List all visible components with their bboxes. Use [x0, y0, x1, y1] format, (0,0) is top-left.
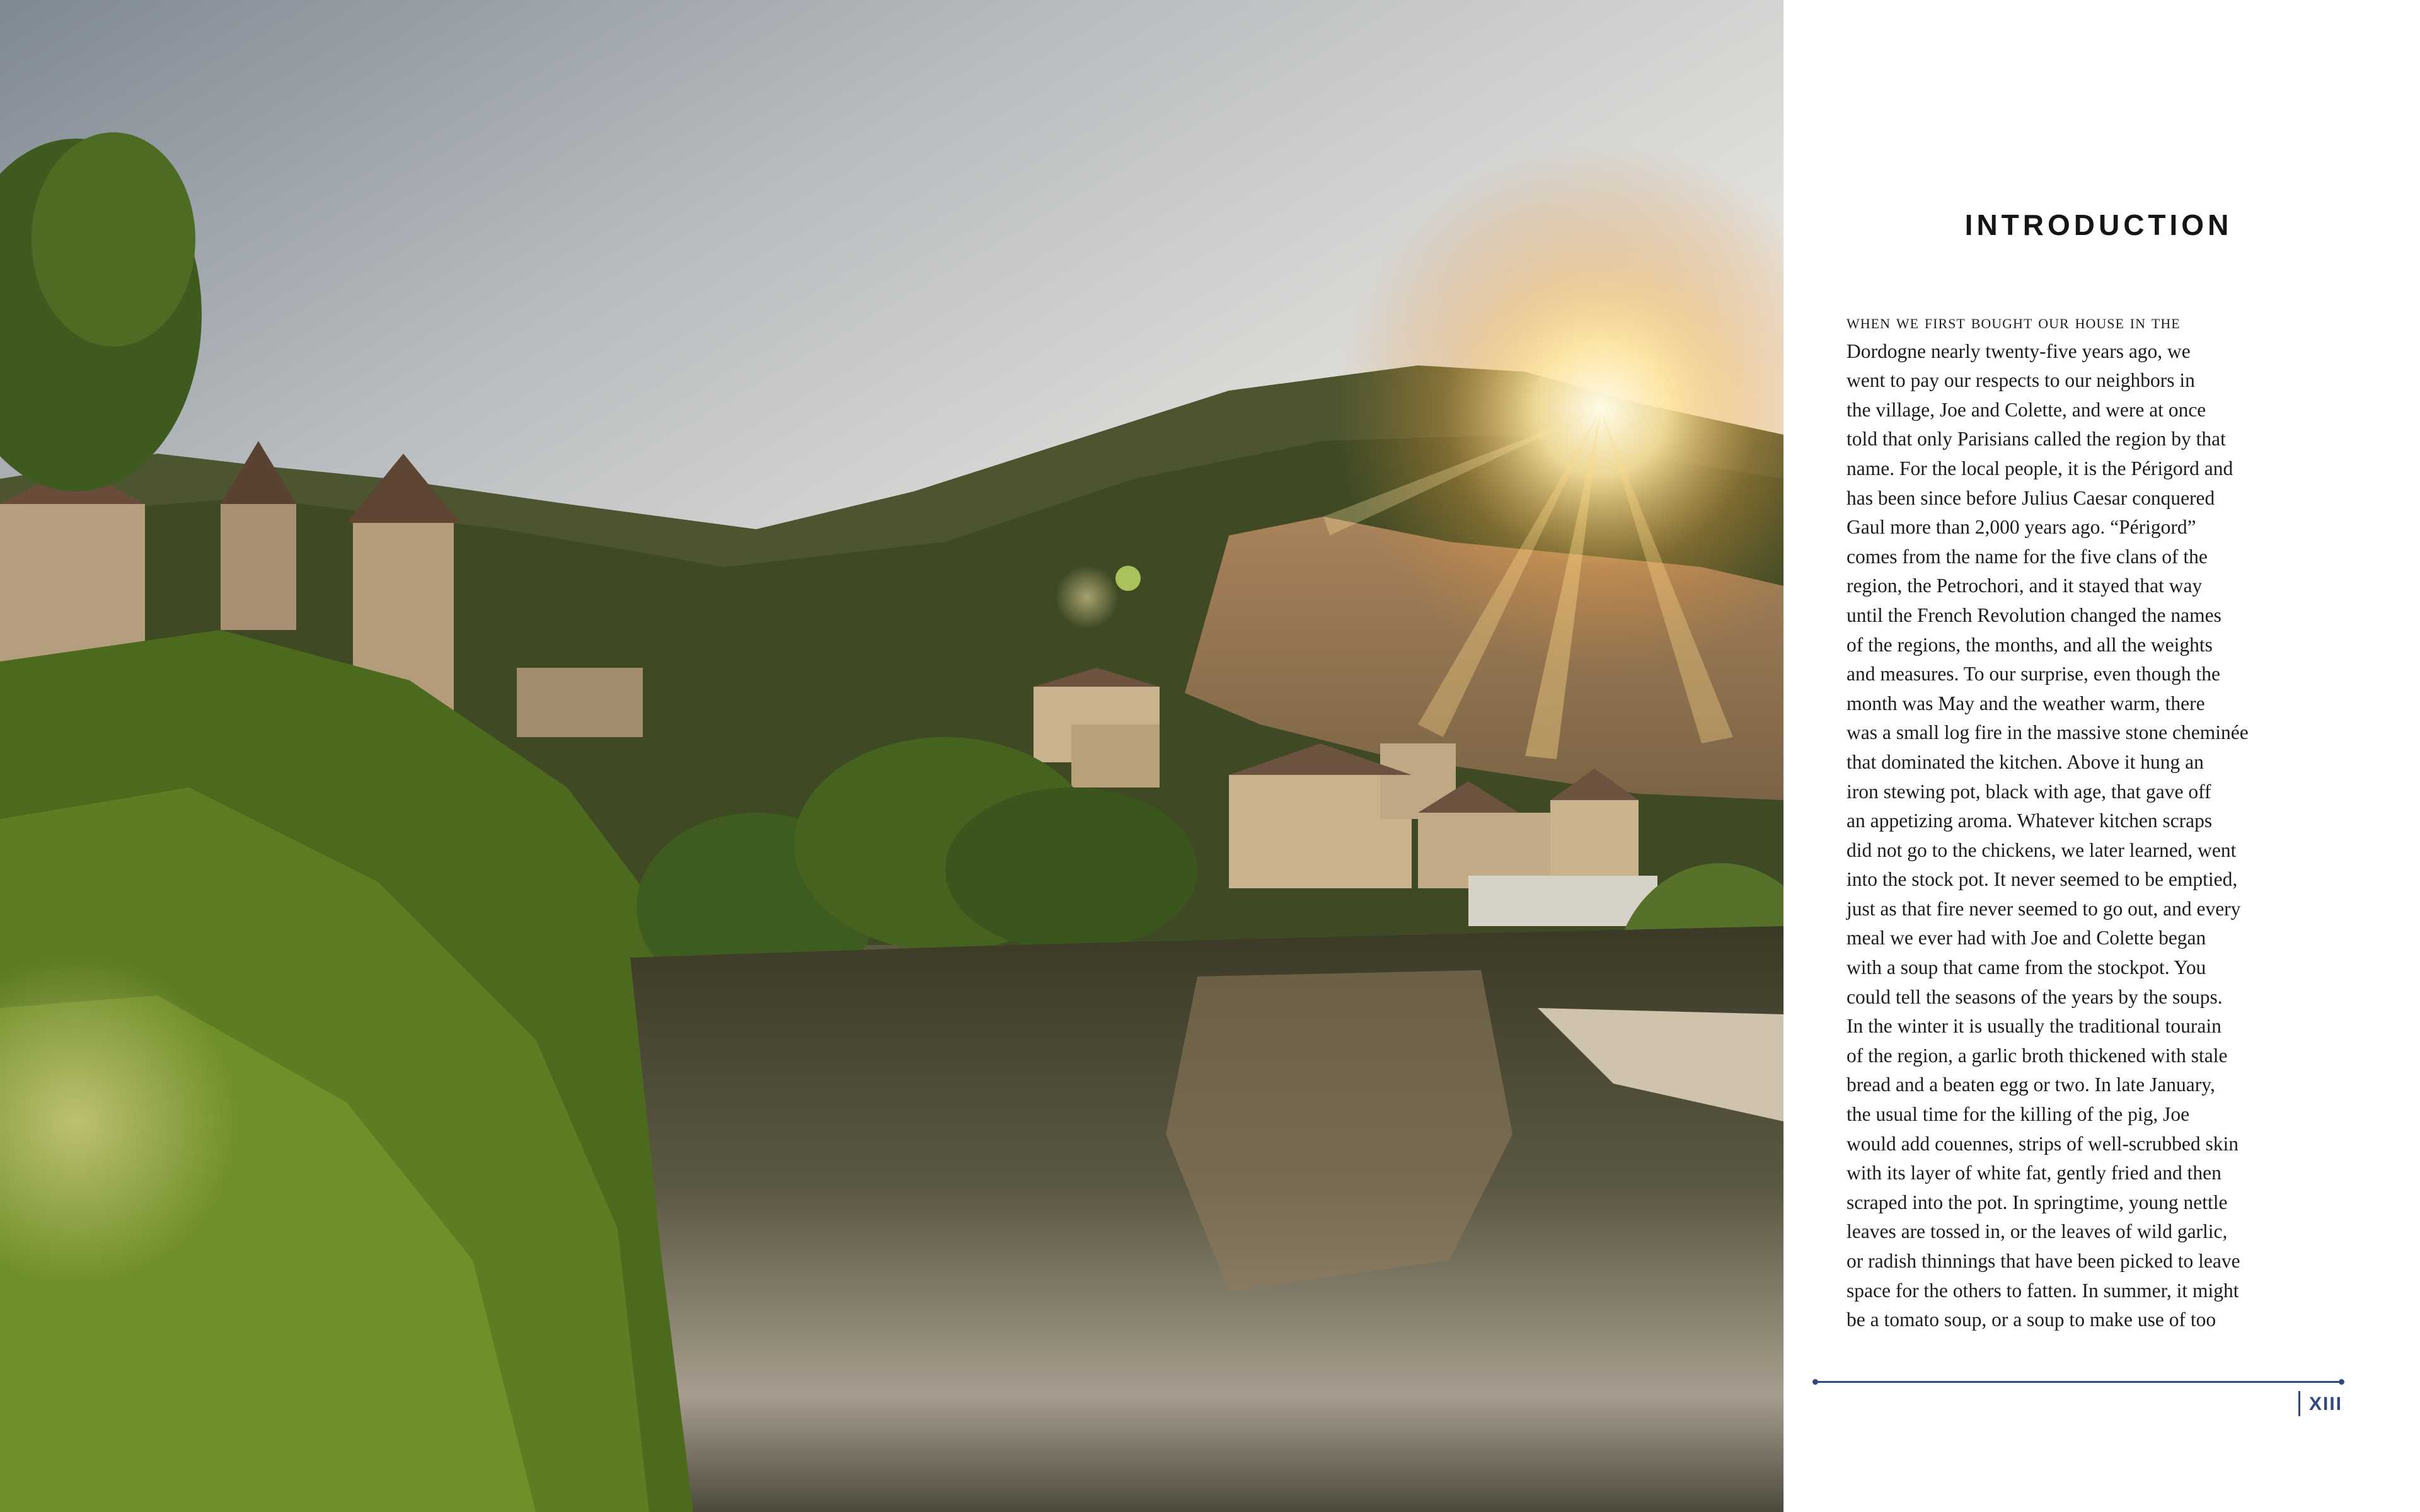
body-line: and measures. To our surprise, even though the	[1847, 663, 2220, 685]
body-line: region, the Petrochori, and it stayed that way	[1847, 575, 2203, 597]
body-line: space for the others to fatten. In summer, it might	[1847, 1279, 2239, 1302]
footer-rule	[1815, 1381, 2342, 1383]
body-line: just as that fire never seemed to go out, and every	[1847, 897, 2241, 920]
body-line: of the regions, the months, and all the weights	[1847, 633, 2213, 656]
folio-divider	[2298, 1391, 2300, 1416]
body-line: scraped into the pot. In springtime, young nettle	[1847, 1191, 2228, 1213]
body-line: iron stewing pot, black with age, that gave off	[1847, 780, 2211, 803]
body-line: with a soup that came from the stockpot. You	[1847, 956, 2206, 979]
body-line: or radish thinnings that have been picked to leave	[1847, 1250, 2240, 1272]
body-line: name. For the local people, it is the Périgord and	[1847, 457, 2233, 479]
body-line: Gaul more than 2,000 years ago. “Périgord”	[1847, 516, 2196, 539]
body-line: leaves are tossed in, or the leaves of wild garlic,	[1847, 1220, 2228, 1243]
body-line: bread and a beaten egg or two. In late January,	[1847, 1074, 2215, 1096]
body-line: comes from the name for the five clans of the	[1847, 545, 2208, 568]
body-line: that dominated the kitchen. Above it hung an	[1847, 750, 2204, 773]
body-line: when we first bought our house in the	[1847, 311, 2181, 333]
body-line: the village, Joe and Colette, and were at once	[1847, 398, 2206, 421]
body-line: the usual time for the killing of the pig, Joe	[1847, 1103, 2190, 1126]
body-line: be a tomato soup, or a soup to make use of too	[1847, 1309, 2216, 1331]
body-line: In the winter it is usually the traditional tourain	[1847, 1015, 2221, 1038]
body-line: did not go to the chickens, we later learned, went	[1847, 839, 2237, 861]
body-line: could tell the seasons of the years by the soups.	[1847, 985, 2223, 1008]
body-line: until the French Revolution changed the names	[1847, 604, 2221, 626]
body-line: of the region, a garlic broth thickened with stale	[1847, 1044, 2228, 1067]
introduction-body	[1847, 307, 2288, 1335]
body-line: month was May and the weather warm, there	[1847, 692, 2205, 714]
body-line: would add couennes, strips of well-scrubbed skin	[1847, 1132, 2239, 1155]
chapter-heading: INTRODUCTION	[1964, 209, 2233, 241]
body-line: an appetizing aroma. Whatever kitchen scraps	[1847, 810, 2213, 832]
page-number: XIII	[2309, 1394, 2343, 1414]
body-line: with its layer of white fat, gently fried and then	[1847, 1162, 2221, 1184]
body-line: meal we ever had with Joe and Colette began	[1847, 927, 2206, 949]
body-line: was a small log fire in the massive stone cheminée	[1847, 721, 2249, 744]
body-line: told that only Parisians called the region by that	[1847, 428, 2226, 450]
body-line: into the stock pot. It never seemed to be emptied,	[1847, 868, 2238, 891]
body-line: has been since before Julius Caesar conquered	[1847, 486, 2215, 509]
body-line: Dordogne nearly twenty-five years ago, we	[1847, 340, 2191, 362]
body-line: went to pay our respects to our neighbors in	[1847, 369, 2195, 392]
